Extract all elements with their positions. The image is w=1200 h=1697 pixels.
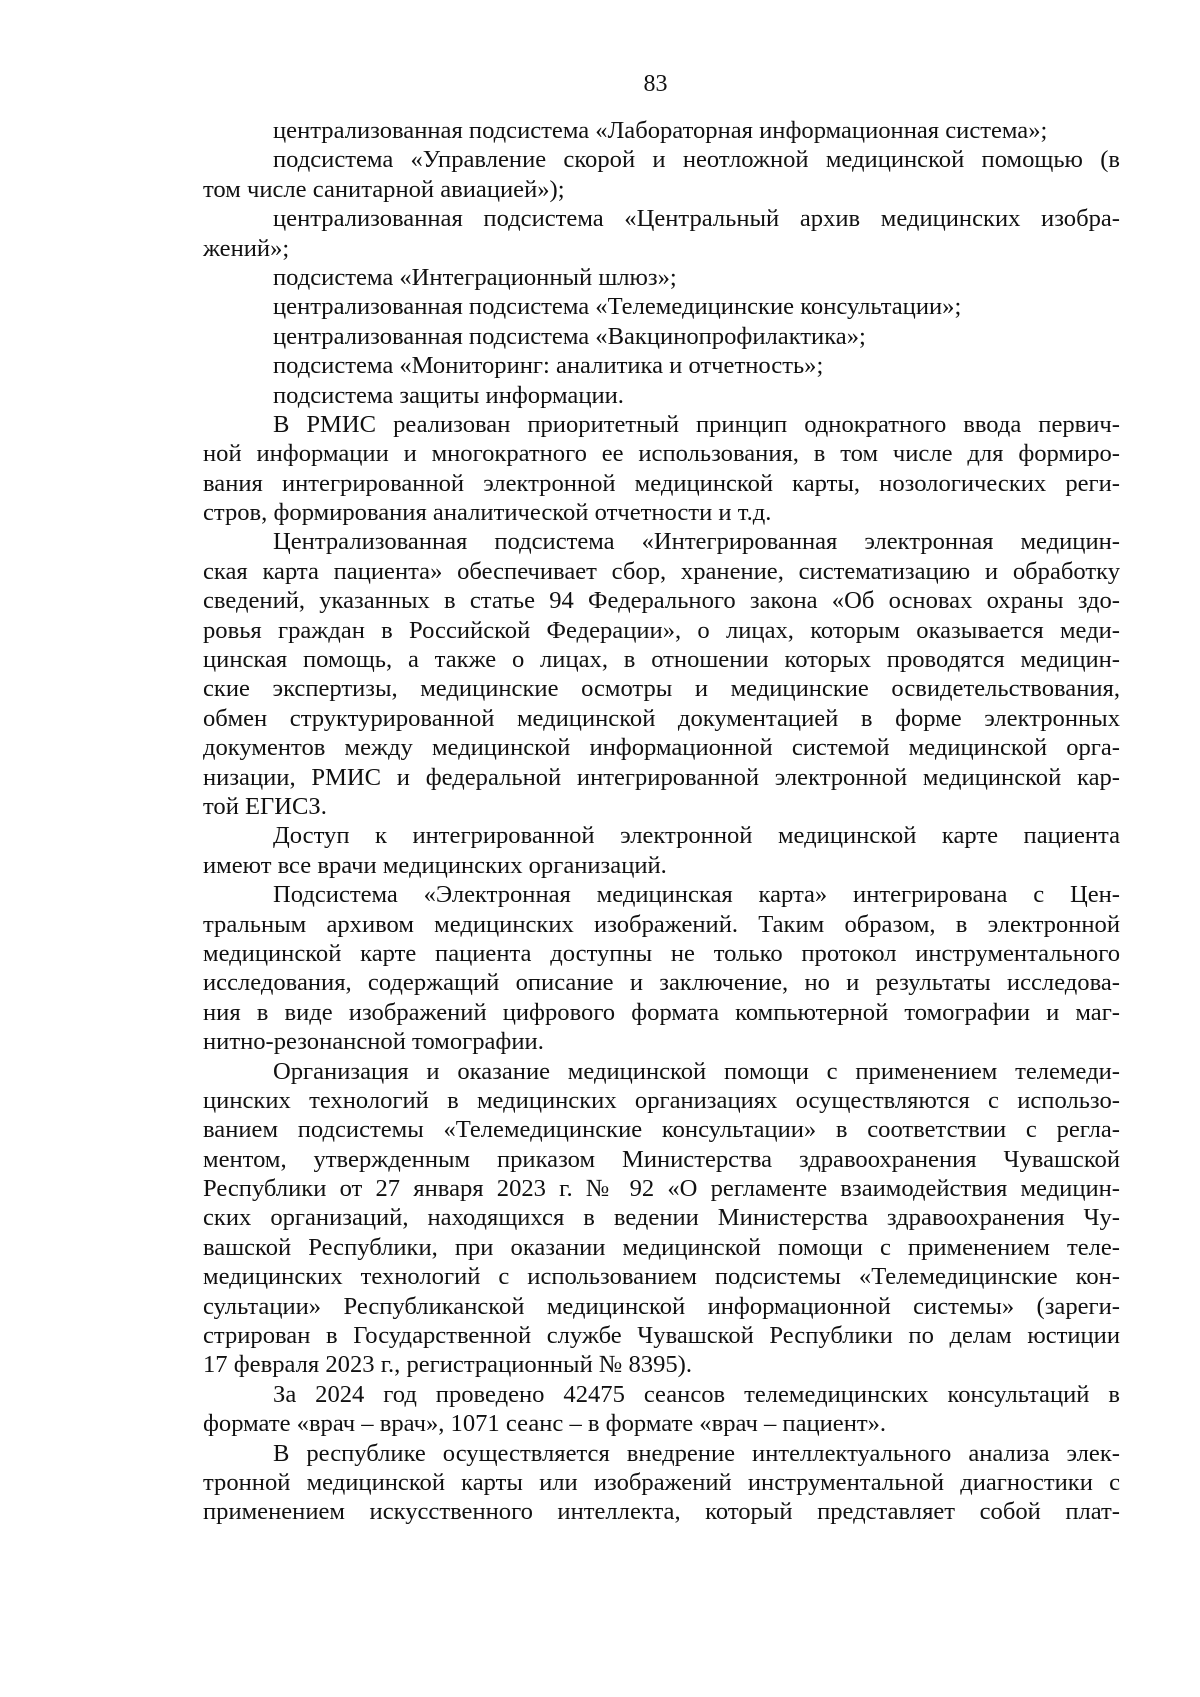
paragraph-line: сультации» Республиканской медицинской информационной системы» (зареги- [203, 1292, 1120, 1320]
paragraph-line: ментом, утвержденным приказом Министерства здравоохранения Чувашской [203, 1145, 1120, 1173]
paragraph-first-line: централизованная подсистема «Телемедицинские консультации»; [273, 293, 962, 321]
paragraph-first-line: В РМИС реализован приоритетный принцип однократного ввода первич- [273, 410, 1120, 438]
paragraph-line: 17 февраля 2023 г., регистрационный № 8395). [203, 1351, 693, 1379]
paragraph-line: документов между медицинской информационной системой медицинской орга- [203, 734, 1120, 762]
paragraph-first-line: Централизованная подсистема «Интегрированная электронная медицин- [273, 528, 1120, 556]
paragraph-line: ния в виде изображений цифрового формата компьютерной томографии и маг- [203, 998, 1120, 1026]
paragraph-first-line: В республике осуществляется внедрение интеллектуального анализа элек- [273, 1439, 1120, 1467]
paragraph-line: имеют все врачи медицинских организаций. [203, 851, 667, 879]
paragraph-line: цинских технологий в медицинских организациях осуществляются с использо- [203, 1086, 1120, 1114]
paragraph-first-line: подсистема «Интеграционный шлюз»; [273, 263, 677, 291]
paragraph-line: тральным архивом медицинских изображений. Таким образом, в электронной [203, 910, 1120, 938]
paragraph-line: тронной медицинской карты или изображений инструментальной диагностики с [203, 1468, 1120, 1496]
paragraph-line: Республики от 27 января 2023 г. № 92 «О регламенте взаимодействия медицин- [203, 1175, 1120, 1203]
paragraph-line: стров, формирования аналитической отчетности и т.д. [203, 499, 772, 527]
paragraph-line: той ЕГИСЗ. [203, 792, 327, 820]
paragraph-line: стрирован в Государственной службе Чувашской Республики по делам юстиции [203, 1322, 1120, 1350]
paragraph-first-line: подсистема «Мониторинг: аналитика и отчетность»; [273, 352, 824, 380]
paragraph-line: вашской Республики, при оказании медицинской помощи с применением теле- [203, 1233, 1120, 1261]
paragraph-first-line: За 2024 год проведено 42475 сеансов телемедицинских консультаций в [273, 1380, 1120, 1408]
paragraph-first-line: Организация и оказание медицинской помощи с применением телемеди- [273, 1057, 1120, 1085]
paragraph-line: ровья граждан в Российской Федерации», о лицах, которым оказывается меди- [203, 616, 1120, 644]
paragraph-line: ских организаций, находящихся в ведении Министерства здравоохранения Чу- [203, 1204, 1120, 1232]
paragraph-first-line: Доступ к интегрированной электронной медицинской карте пациента [273, 822, 1120, 850]
paragraph-first-line: подсистема защиты информации. [273, 381, 624, 409]
paragraph-line: вания интегрированной электронной медицинской карты, нозологических реги- [203, 469, 1120, 497]
paragraph-first-line: Подсистема «Электронная медицинская карта» интегрирована с Цен- [273, 881, 1120, 909]
paragraph-line: ной информации и многократного ее использования, в том числе для формиро- [203, 440, 1120, 468]
paragraph-line: низации, РМИС и федеральной интегрированной электронной медицинской кар- [203, 763, 1120, 791]
paragraph-first-line: централизованная подсистема «Вакцинопрофилактика»; [273, 322, 866, 350]
paragraph-line: медицинских технологий с использованием подсистемы «Телемедицинские кон- [203, 1263, 1120, 1291]
paragraph-line: формате «врач – врач», 1071 сеанс – в формате «врач – пациент». [203, 1410, 887, 1438]
paragraph-line: медицинской карте пациента доступны не только протокол инструментального [203, 939, 1120, 967]
paragraph-line: том числе санитарной авиацией»); [203, 175, 565, 203]
paragraph-line: жений»; [203, 234, 290, 262]
paragraph-line: исследования, содержащий описание и заключение, но и результаты исследова- [203, 969, 1120, 997]
page-number: 83 [643, 71, 668, 97]
paragraph-first-line: централизованная подсистема «Центральный архив медицинских изобра- [273, 205, 1120, 233]
paragraph-line: ская карта пациента» обеспечивает сбор, хранение, систематизацию и обработку [203, 557, 1120, 585]
paragraph-line: нитно-резонансной томографии. [203, 1028, 544, 1056]
document-body [203, 116, 1120, 1527]
paragraph-line: сведений, указанных в статье 94 Федерального закона «Об основах охраны здо- [203, 587, 1120, 615]
paragraph-line: цинская помощь, а также о лицах, в отношении которых проводятся медицин- [203, 646, 1120, 674]
paragraph-line: обмен структурированной медицинской документацией в форме электронных [203, 704, 1120, 732]
paragraph-line: ванием подсистемы «Телемедицинские консультации» в соответствии с регла- [203, 1116, 1120, 1144]
paragraph-first-line: централизованная подсистема «Лабораторная информационная система»; [273, 117, 1048, 144]
paragraph-line: применением искусственного интеллекта, который представляет собой плат- [203, 1498, 1120, 1526]
paragraph-line: ские экспертизы, медицинские осмотры и медицинские освидетельствования, [203, 675, 1120, 703]
paragraph-first-line: подсистема «Управление скорой и неотложной медицинской помощью (в [273, 146, 1120, 174]
